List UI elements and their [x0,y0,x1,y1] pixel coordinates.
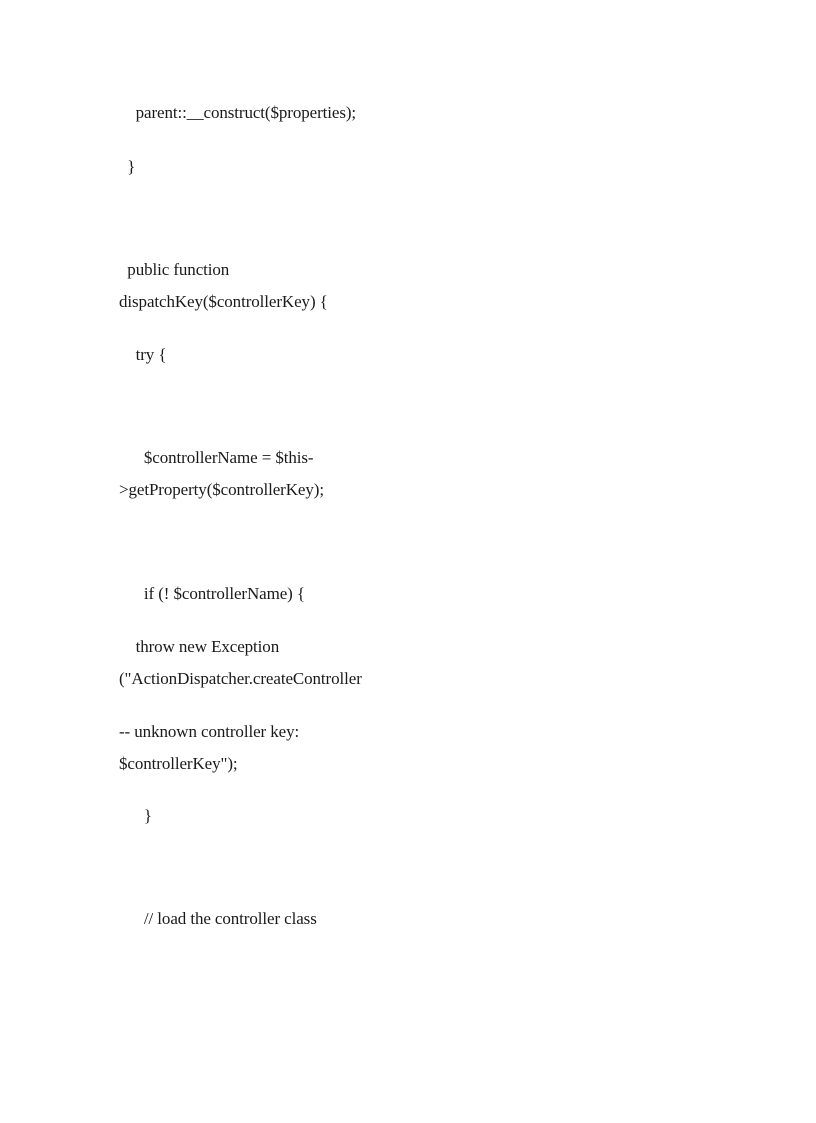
code-line: parent::__construct($properties); [119,103,357,122]
code-line: throw new Exception [119,637,280,656]
code-line: $controllerName = $this- [119,448,314,467]
code-line: try { [119,345,167,364]
code-line: // load the controller class [119,909,317,928]
code-line: if (! $controllerName) { [119,584,305,603]
code-line: ("ActionDispatcher.createController [119,669,362,688]
code-line: -- unknown controller key: [119,722,300,741]
code-line: >getProperty($controllerKey); [119,480,324,499]
code-line: } [119,806,152,825]
code-line: dispatchKey($controllerKey) { [119,292,328,311]
code-line: public function [119,260,230,279]
code-line: $controllerKey"); [119,754,238,773]
code-line: } [119,157,136,176]
